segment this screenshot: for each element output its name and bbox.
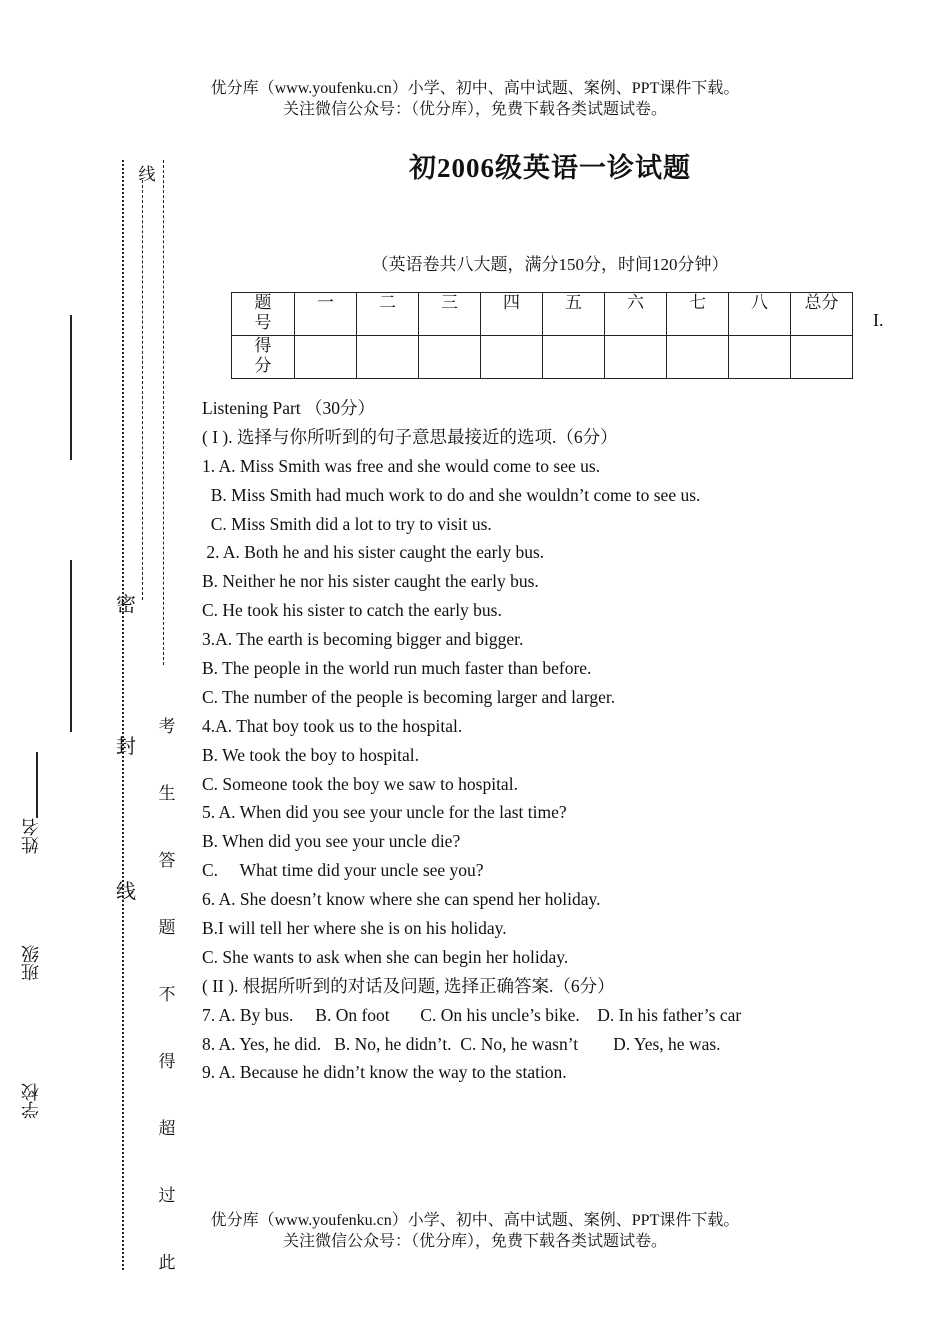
seal-char: 封: [116, 736, 136, 758]
warning-char: 生: [158, 784, 176, 803]
text-line: B. When did you see your uncle die?: [202, 831, 461, 852]
warning-char: 得: [158, 1052, 176, 1071]
warning-char: 题: [158, 918, 176, 937]
text-line: 8. A. Yes, he did. B. No, he didn’t. C. No, he wasn’t D. Yes, he was.: [202, 1033, 721, 1054]
seal-char: 线: [116, 881, 136, 903]
seal-dashed-line: [163, 160, 164, 665]
score-table-cell: 二: [357, 293, 419, 336]
text-line: 1. A. Miss Smith was free and she would come to see us.: [202, 455, 601, 476]
text-line: 7. A. By bus. B. On foot C. On his uncle’s bike. D. In his father’s car: [202, 1004, 742, 1025]
score-input-cell[interactable]: [729, 336, 791, 379]
score-table: [231, 292, 853, 379]
text-line: ( II ). 根据所听到的对话及问题, 选择正确答案.（6分）: [202, 975, 615, 996]
score-input-cell[interactable]: [295, 336, 357, 379]
text-line: 3.A. The earth is becoming bigger and bigger.: [202, 629, 524, 650]
text-line: C. Someone took the boy we saw to hospital.: [202, 773, 518, 794]
text-line: B. Neither he nor his sister caught the early bus.: [202, 571, 539, 592]
score-table-cell: 总分: [791, 293, 853, 336]
score-table-cell: 四: [481, 293, 543, 336]
seal-char: 线: [138, 165, 156, 184]
score-input-cell[interactable]: [481, 336, 543, 379]
text-line: 5. A. When did you see your uncle for the last time?: [202, 802, 567, 823]
name-field-line[interactable]: [36, 752, 38, 818]
score-table-cell: 三: [419, 293, 481, 336]
score-input-cell[interactable]: [667, 336, 729, 379]
text-line: 4.A. That boy took us to the hospital.: [202, 715, 463, 736]
text-line: C. Miss Smith did a lot to try to visit us.: [202, 513, 492, 534]
seal-dotted-line: [122, 160, 124, 1270]
warning-char: 此: [158, 1253, 176, 1272]
score-table-cell: 题号: [232, 293, 295, 336]
question-body: [202, 394, 902, 1087]
text-line: ( I ). 选择与你所听到的句子意思最接近的选项.（6分）: [202, 426, 618, 447]
footer-line-2: 关注微信公众号：（优分库），免费下载各类试题试卷。: [282, 1233, 667, 1250]
score-table-header-row: [232, 293, 853, 336]
score-table-score-row: [232, 336, 853, 379]
exam-info: （英语卷共八大题，满分150分，时间120分钟）: [371, 255, 729, 274]
text-line: B. The people in the world run much faster than before.: [202, 658, 592, 679]
score-table-cell: 一: [295, 293, 357, 336]
seal-dashed-line: [142, 180, 143, 600]
score-table-cell: 八: [729, 293, 791, 336]
score-table-cell: 得分: [232, 336, 295, 379]
warning-char: 答: [158, 851, 176, 870]
text-line: 9. A. Because he didn’t know the way to the station.: [202, 1062, 567, 1083]
warning-char: 不: [158, 985, 176, 1004]
text-line: Listening Part （30分）: [202, 398, 376, 418]
info-field-line: [70, 315, 72, 460]
header-line-2: 关注微信公众号：（优分库），免费下载各类试题试卷。: [282, 101, 667, 118]
school-label: 学校: [21, 1083, 41, 1119]
score-input-cell[interactable]: [791, 336, 853, 379]
text-line: 2. A. Both he and his sister caught the early bus.: [202, 542, 545, 563]
text-line: 6. A. She doesn’t know where she can spend her holiday.: [202, 889, 601, 910]
class-label: 班级: [21, 945, 41, 981]
info-field-line: [70, 560, 72, 732]
warning-char: 超: [158, 1119, 176, 1138]
header-line-1: 优分库（www.youfenku.cn）小学、初中、高中试题、案例、PPT课件下载。: [210, 80, 740, 97]
score-input-cell[interactable]: [605, 336, 667, 379]
text-line: B.I will tell her where she is on his holiday.: [202, 918, 507, 939]
text-line: C. She wants to ask when she can begin her holiday.: [202, 946, 569, 967]
section-numeral: I.: [873, 310, 884, 330]
text-line: B. We took the boy to hospital.: [202, 744, 420, 765]
score-input-cell[interactable]: [357, 336, 419, 379]
score-table-cell: 七: [667, 293, 729, 336]
warning-char: 过: [158, 1186, 176, 1205]
score-input-cell[interactable]: [419, 336, 481, 379]
text-line: B. Miss Smith had much work to do and she wouldn’t come to see us.: [202, 484, 701, 505]
text-line: C. The number of the people is becoming larger and larger.: [202, 686, 616, 707]
page-title: 初2006级英语一诊试题: [409, 153, 691, 183]
warning-char: 考: [158, 717, 176, 736]
score-table-cell: 五: [543, 293, 605, 336]
score-input-cell[interactable]: [543, 336, 605, 379]
score-table-cell: 六: [605, 293, 667, 336]
text-line: C. What time did your uncle see you?: [202, 860, 484, 881]
footer-line-1: 优分库（www.youfenku.cn）小学、初中、高中试题、案例、PPT课件下载。: [210, 1212, 740, 1229]
name-label: 姓名: [21, 818, 41, 854]
text-line: C. He took his sister to catch the early bus.: [202, 600, 502, 621]
seal-char: 密: [116, 594, 136, 616]
